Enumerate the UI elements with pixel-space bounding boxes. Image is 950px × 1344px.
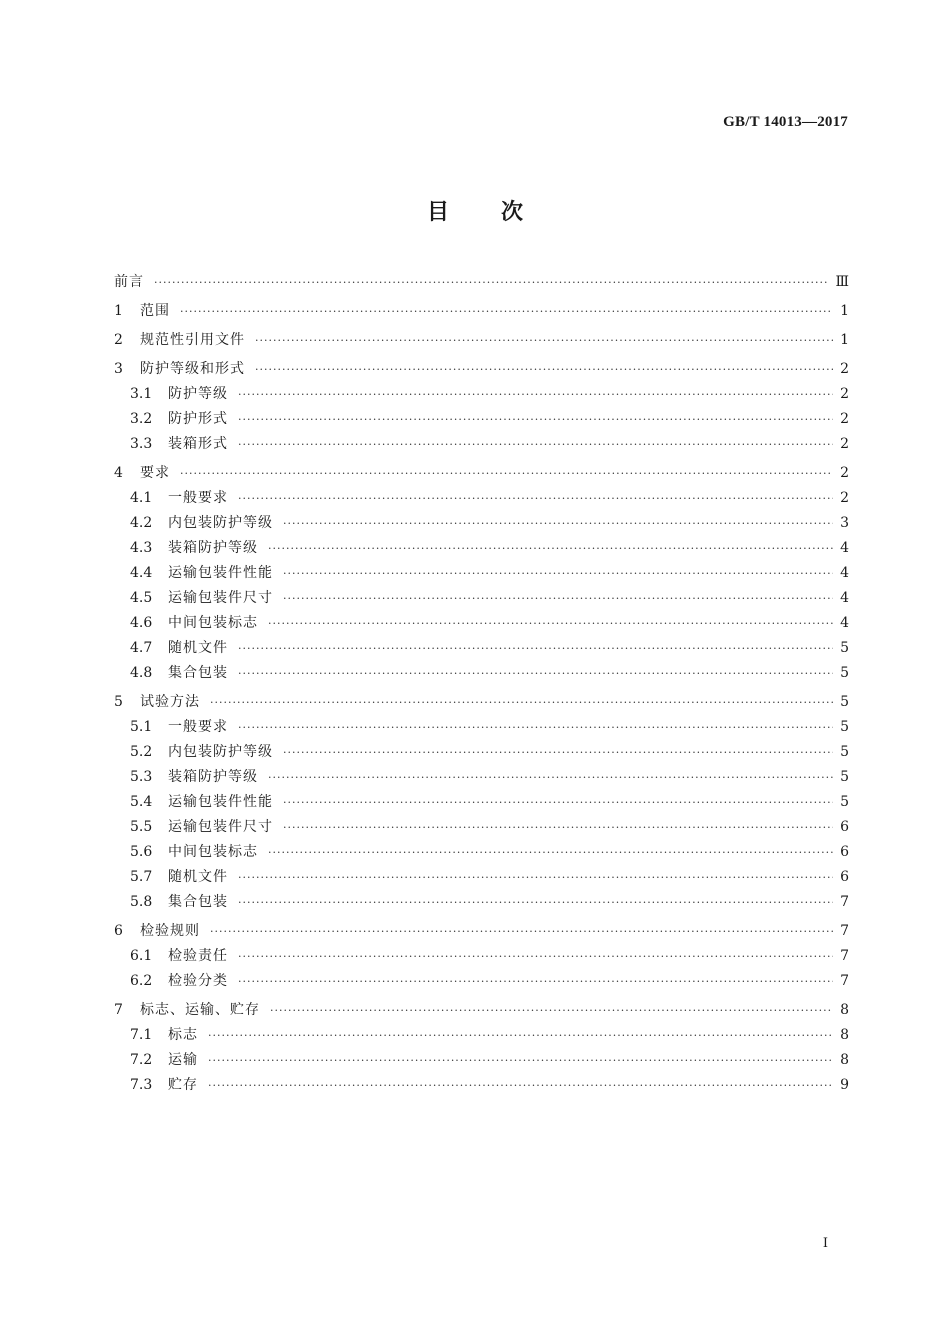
toc-entry-page: 2 — [840, 465, 849, 481]
toc-entry-page: Ⅲ — [835, 274, 849, 290]
toc-entry[interactable] — [114, 715, 849, 740]
toc-entry-page: 4 — [840, 615, 849, 631]
toc-entry[interactable] — [114, 432, 849, 457]
toc-entry[interactable] — [114, 561, 849, 586]
toc-dot-leader — [210, 690, 833, 715]
toc-entry-label: 一般要求 — [168, 719, 228, 735]
toc-entry-label: 中间包装标志 — [168, 844, 258, 860]
table-of-contents — [114, 270, 849, 1098]
toc-entry-page: 9 — [840, 1077, 849, 1093]
toc-entry-label: 集合包装 — [168, 665, 228, 681]
toc-dot-leader — [268, 536, 833, 561]
toc-entry-page: 7 — [840, 894, 849, 910]
toc-dot-leader — [283, 561, 833, 586]
toc-entry-label: 装箱形式 — [168, 436, 228, 452]
toc-entry-label: 集合包装 — [168, 894, 228, 910]
toc-entry[interactable] — [114, 511, 849, 536]
toc-entry-number: 6.1 — [130, 948, 153, 964]
toc-entry-number: 4.6 — [130, 615, 153, 631]
toc-entry[interactable] — [114, 407, 849, 432]
toc-entry-number: 7.3 — [130, 1077, 153, 1093]
toc-entry-label: 要求 — [140, 465, 170, 481]
standard-code: GB/T 14013—2017 — [723, 114, 848, 130]
toc-entry-number: 4.4 — [130, 565, 153, 581]
toc-entry-label: 防护形式 — [168, 411, 228, 427]
toc-entry-page: 1 — [840, 332, 849, 348]
toc-entry-number: 7.1 — [130, 1027, 153, 1043]
toc-entry-number: 3.3 — [130, 436, 153, 452]
toc-entry[interactable] — [114, 586, 849, 611]
toc-entry-label: 贮存 — [168, 1077, 198, 1093]
title-char-1: 目 — [426, 200, 449, 225]
toc-entry-page: 6 — [840, 819, 849, 835]
toc-entry-label: 装箱防护等级 — [168, 540, 258, 556]
page-folio: Ⅰ — [822, 1236, 828, 1251]
toc-entry-label: 装箱防护等级 — [168, 769, 258, 785]
toc-entry-label: 运输包装件性能 — [168, 565, 273, 581]
toc-entry[interactable] — [114, 969, 849, 994]
toc-dot-leader — [283, 511, 833, 536]
toc-entry-page: 7 — [840, 948, 849, 964]
toc-entry-label: 运输包装件尺寸 — [168, 590, 273, 606]
toc-dot-leader — [238, 407, 833, 432]
toc-dot-leader — [208, 1023, 833, 1048]
toc-entry-label: 检验规则 — [140, 923, 200, 939]
toc-entry[interactable] — [114, 328, 849, 353]
toc-entry-label: 运输 — [168, 1052, 198, 1068]
toc-entry-number: 2 — [114, 332, 123, 348]
toc-entry-number: 4.3 — [130, 540, 153, 556]
toc-entry-label: 内包装防护等级 — [168, 744, 273, 760]
toc-entry-page: 7 — [840, 973, 849, 989]
toc-dot-leader — [283, 740, 833, 765]
toc-entry-number: 3.1 — [130, 386, 153, 402]
toc-entry[interactable] — [114, 919, 849, 944]
toc-entry[interactable] — [114, 611, 849, 636]
toc-entry-page: 7 — [840, 923, 849, 939]
toc-dot-leader — [180, 299, 833, 324]
toc-entry-label: 运输包装件尺寸 — [168, 819, 273, 835]
toc-entry-label: 标志 — [168, 1027, 198, 1043]
toc-dot-leader — [268, 765, 833, 790]
toc-entry[interactable] — [114, 865, 849, 890]
toc-entry[interactable] — [114, 536, 849, 561]
toc-entry-number: 4.1 — [130, 490, 153, 506]
toc-entry-page: 5 — [840, 794, 849, 810]
toc-dot-leader — [154, 270, 829, 295]
toc-entry-number: 4.7 — [130, 640, 153, 656]
toc-entry[interactable] — [114, 382, 849, 407]
toc-dot-leader — [238, 944, 833, 969]
toc-entry-number: 4.5 — [130, 590, 153, 606]
toc-entry-number: 4.8 — [130, 665, 153, 681]
toc-dot-leader — [268, 611, 833, 636]
toc-entry-label: 一般要求 — [168, 490, 228, 506]
toc-dot-leader — [180, 461, 833, 486]
toc-entry-number: 5.3 — [130, 769, 153, 785]
toc-entry-label: 防护等级 — [168, 386, 228, 402]
toc-entry[interactable] — [114, 790, 849, 815]
toc-dot-leader — [255, 357, 833, 382]
toc-entry-page: 8 — [840, 1052, 849, 1068]
toc-entry-page: 8 — [840, 1027, 849, 1043]
toc-entry-number: 7.2 — [130, 1052, 153, 1068]
toc-entry-label: 运输包装件性能 — [168, 794, 273, 810]
toc-dot-leader — [238, 715, 833, 740]
toc-entry-number: 5.6 — [130, 844, 153, 860]
toc-entry-number: 5 — [114, 694, 123, 710]
toc-entry[interactable] — [114, 461, 849, 486]
toc-entry-label: 范围 — [140, 303, 170, 319]
toc-entry[interactable] — [114, 815, 849, 840]
toc-dot-leader — [238, 865, 833, 890]
toc-entry[interactable] — [114, 636, 849, 661]
toc-entry-label: 随机文件 — [168, 640, 228, 656]
toc-entry[interactable] — [114, 944, 849, 969]
toc-dot-leader — [255, 328, 833, 353]
toc-dot-leader — [238, 661, 833, 686]
toc-dot-leader — [268, 840, 833, 865]
toc-entry-number: 3.2 — [130, 411, 153, 427]
toc-entry-number: 3 — [114, 361, 123, 377]
toc-entry-number: 5.8 — [130, 894, 153, 910]
toc-entry-page: 2 — [840, 411, 849, 427]
toc-entry-page: 5 — [840, 719, 849, 735]
toc-dot-leader — [210, 919, 833, 944]
toc-entry-page: 1 — [840, 303, 849, 319]
toc-entry-label: 中间包装标志 — [168, 615, 258, 631]
toc-entry[interactable] — [114, 740, 849, 765]
toc-entry[interactable] — [114, 486, 849, 511]
toc-entry-label: 前言 — [114, 274, 144, 290]
toc-entry[interactable] — [114, 1073, 849, 1098]
toc-entry[interactable] — [114, 357, 849, 382]
toc-entry[interactable] — [114, 270, 849, 295]
toc-dot-leader — [208, 1073, 833, 1098]
toc-entry-number: 5.1 — [130, 719, 153, 735]
toc-dot-leader — [283, 815, 833, 840]
toc-entry-label: 防护等级和形式 — [140, 361, 245, 377]
toc-dot-leader — [283, 790, 833, 815]
toc-entry-number: 1 — [114, 303, 123, 319]
toc-dot-leader — [283, 586, 833, 611]
toc-entry-label: 试验方法 — [140, 694, 200, 710]
document-title — [0, 195, 950, 226]
toc-entry-number: 6 — [114, 923, 123, 939]
toc-dot-leader — [238, 486, 833, 511]
toc-entry-page: 5 — [840, 769, 849, 785]
toc-entry-number: 6.2 — [130, 973, 153, 989]
toc-entry[interactable] — [114, 299, 849, 324]
toc-entry-number: 5.2 — [130, 744, 153, 760]
toc-entry-page: 5 — [840, 640, 849, 656]
toc-entry-label: 标志、运输、贮存 — [140, 1002, 260, 1018]
toc-entry-page: 4 — [840, 590, 849, 606]
toc-dot-leader — [208, 1048, 833, 1073]
toc-entry[interactable] — [114, 1048, 849, 1073]
toc-entry[interactable] — [114, 765, 849, 790]
toc-entry-page: 5 — [840, 694, 849, 710]
toc-dot-leader — [238, 432, 833, 457]
toc-entry[interactable] — [114, 690, 849, 715]
toc-entry[interactable] — [114, 890, 849, 915]
title-char-2: 次 — [501, 200, 524, 225]
toc-dot-leader — [238, 382, 833, 407]
toc-dot-leader — [238, 969, 833, 994]
toc-entry-page: 2 — [840, 386, 849, 402]
toc-entry-page: 8 — [840, 1002, 849, 1018]
toc-entry-number: 5.4 — [130, 794, 153, 810]
toc-entry-label: 检验分类 — [168, 973, 228, 989]
toc-entry-page: 2 — [840, 361, 849, 377]
toc-entry-number: 4.2 — [130, 515, 153, 531]
toc-entry-page: 3 — [840, 515, 849, 531]
toc-entry-page: 6 — [840, 869, 849, 885]
toc-entry-page: 2 — [840, 436, 849, 452]
toc-entry[interactable] — [114, 998, 849, 1023]
toc-entry-number: 5.5 — [130, 819, 153, 835]
toc-entry-label: 内包装防护等级 — [168, 515, 273, 531]
toc-dot-leader — [238, 636, 833, 661]
toc-entry[interactable] — [114, 1023, 849, 1048]
toc-entry-number: 4 — [114, 465, 123, 481]
toc-entry-page: 5 — [840, 665, 849, 681]
toc-dot-leader — [270, 998, 833, 1023]
toc-dot-leader — [238, 890, 833, 915]
toc-entry-page: 5 — [840, 744, 849, 760]
toc-entry-label: 规范性引用文件 — [140, 332, 245, 348]
toc-entry[interactable] — [114, 661, 849, 686]
toc-entry-number: 7 — [114, 1002, 123, 1018]
toc-entry-page: 4 — [840, 540, 849, 556]
toc-entry-page: 2 — [840, 490, 849, 506]
toc-entry-page: 6 — [840, 844, 849, 860]
toc-entry-number: 5.7 — [130, 869, 153, 885]
toc-entry[interactable] — [114, 840, 849, 865]
toc-entry-page: 4 — [840, 565, 849, 581]
toc-entry-label: 检验责任 — [168, 948, 228, 964]
toc-entry-label: 随机文件 — [168, 869, 228, 885]
